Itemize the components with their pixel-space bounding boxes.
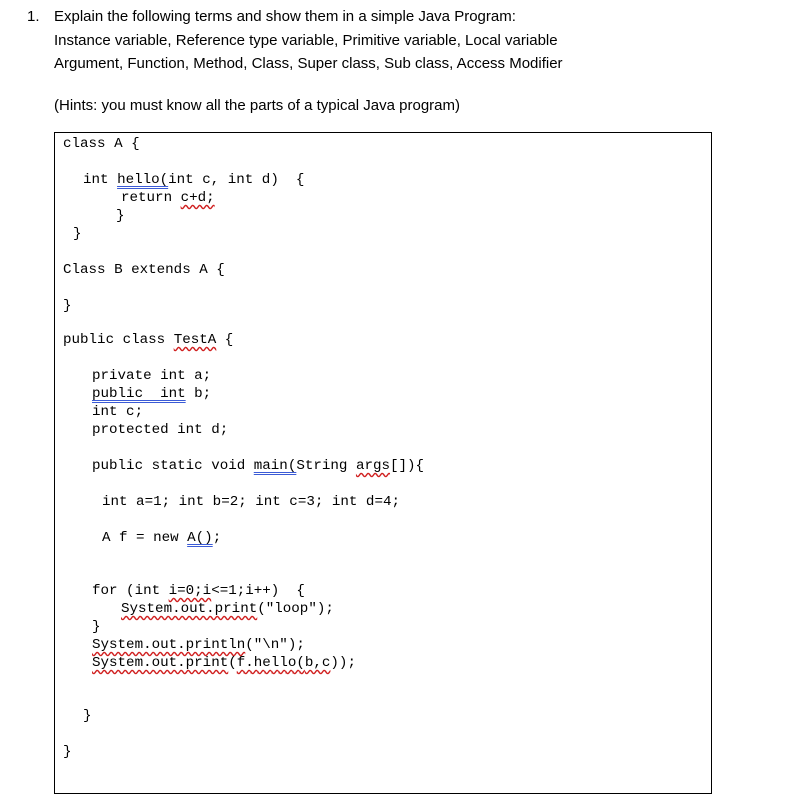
question-line-2: Instance variable, Reference type variable, Primitive variable, Local variable bbox=[54, 32, 558, 49]
code-field-protected: protected int d; bbox=[92, 422, 229, 438]
code-field-public: public int b; bbox=[92, 386, 212, 402]
code-main-close: } bbox=[83, 708, 92, 724]
code-hello-close: } bbox=[116, 208, 125, 224]
code-testa-declaration: public class TestA { bbox=[63, 332, 234, 348]
code-hello-signature: int hello(int c, int d) { bbox=[83, 172, 305, 188]
code-for-loop: for (int i=0;i<=1;i++) { bbox=[92, 583, 305, 599]
code-local-variables: int a=1; int b=2; int c=3; int d=4; bbox=[102, 494, 400, 510]
hint-text: (Hints: you must know all the parts of a typical Java program) bbox=[54, 97, 460, 114]
code-main-signature: public static void main(String args[]){ bbox=[92, 458, 425, 474]
code-class-a-close: } bbox=[73, 226, 82, 242]
code-for-close: } bbox=[92, 619, 101, 635]
question-line-1: Explain the following terms and show them in a simple Java Program: bbox=[54, 8, 516, 25]
question-line-3: Argument, Function, Method, Class, Super class, Sub class, Access Modifier bbox=[54, 55, 563, 72]
code-println: System.out.println("\n"); bbox=[92, 637, 305, 653]
code-field-int: int c; bbox=[92, 404, 144, 420]
code-new-a: A f = new A(); bbox=[102, 530, 222, 546]
code-box bbox=[54, 132, 712, 794]
code-return: return c+d; bbox=[121, 190, 215, 206]
code-class-b: Class B extends A { bbox=[63, 262, 225, 278]
code-print-loop: System.out.print("loop"); bbox=[121, 601, 334, 617]
code-field-private: private int a; bbox=[92, 368, 212, 384]
code-class-b-close: } bbox=[63, 298, 72, 314]
code-class-a: class A { bbox=[63, 136, 140, 152]
code-testa-close: } bbox=[63, 744, 72, 760]
code-print-hello: System.out.print(f.hello(b,c)); bbox=[92, 655, 356, 671]
question-number: 1. bbox=[27, 8, 40, 25]
